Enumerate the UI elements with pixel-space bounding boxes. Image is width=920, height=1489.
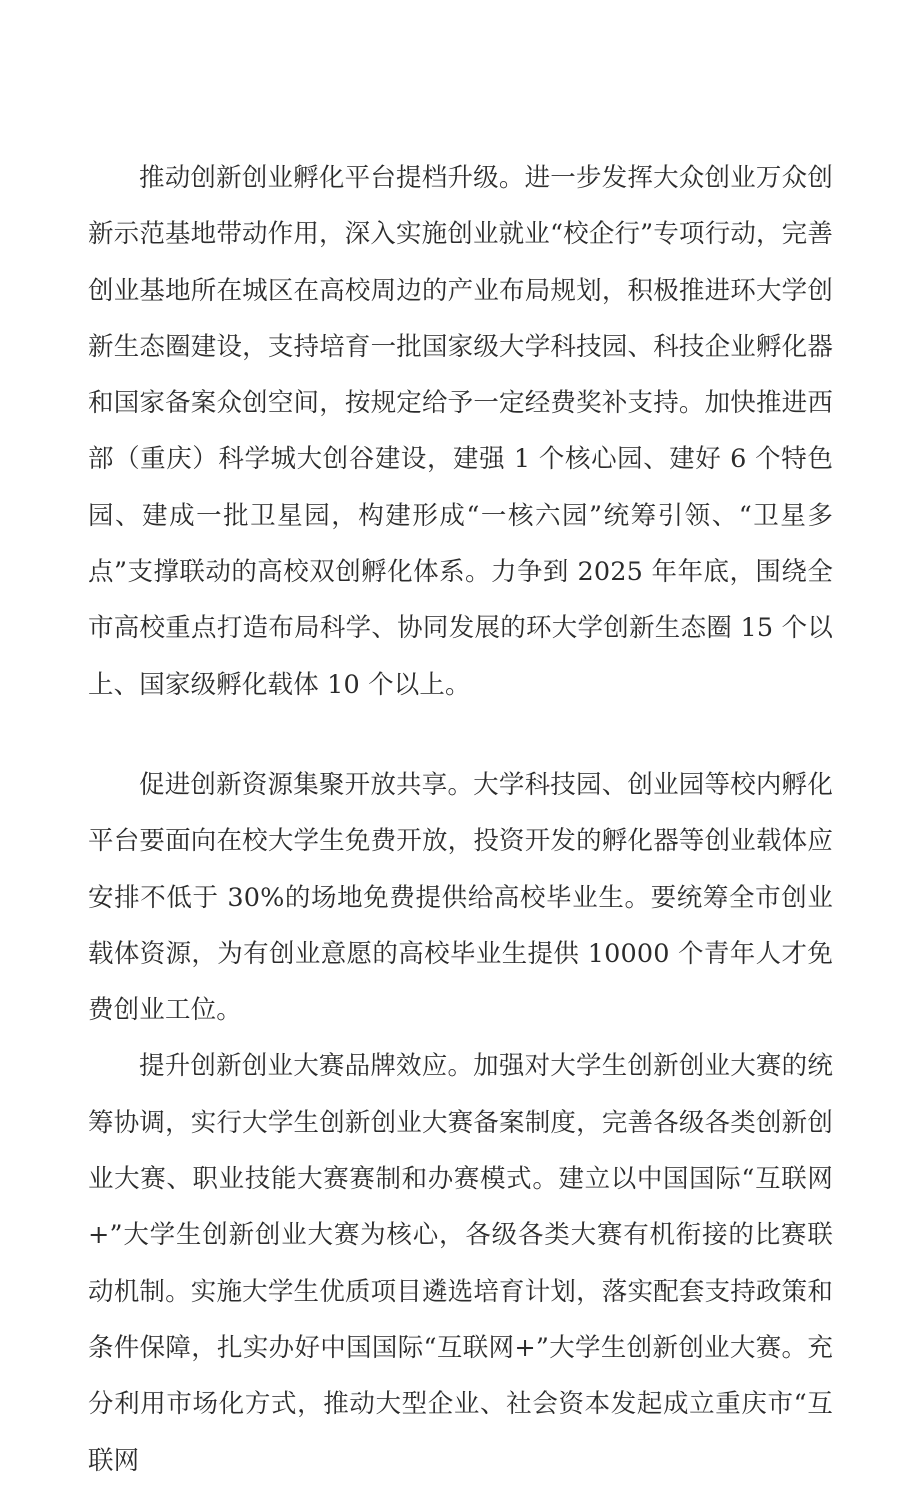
paragraph-1: 推动创新创业孵化平台提档升级。进一步发挥大众创业万众创新示范基地带动作用，深入实施创业就业“校企行”专项行动，完善创业基地所在城区在高校周边的产业布局规划，积极推进环大学创新生态圈建设，支持培育一批国家级大学科技园、科技企业孵化器和国家备案众创空间，按规定给予一定经费奖补支持。加快推进西部（重庆）科学城大创谷建设，建强 1 个核心园、建好 6 个特色园、建成一批卫星园，构建形成“一核六园”统筹引领、“卫星多点”支撑联动的高校双创孵化体系。力争到 2025 年年底，围绕全市高校重点打造布局科学、协同发展的环大学创新生态圈 15 个以上、国家级孵化载体 10 个以上。 [88,163,833,700]
paragraph-3: 提升创新创业大赛品牌效应。加强对大学生创新创业大赛的统筹协调，实行大学生创新创业大赛备案制度，完善各级各类创新创业大赛、职业技能大赛赛制和办赛模式。建立以中国国际“互联网+”大学生创新创业大赛为核心，各级各类大赛有机衔接的比赛联动机制。实施大学生优质项目遴选培育计划，落实配套支持政策和条件保障，扎实办好中国国际“互联网+”大学生创新创业大赛。充分利用市场化方式，推动大型企业、社会资本发起成立重庆市“互联网 [88,1051,833,1476]
paragraph-2: 促进创新资源集聚开放共享。大学科技园、创业园等校内孵化平台要面向在校大学生免费开放，投资开发的孵化器等创业载体应安排不低于 30%的场地免费提供给高校毕业生。要统筹全市创业载体资源，为有创业意愿的高校毕业生提供 10000 个青年人才免费创业工位。 [88,769,833,1026]
document-body [88,150,833,1489]
